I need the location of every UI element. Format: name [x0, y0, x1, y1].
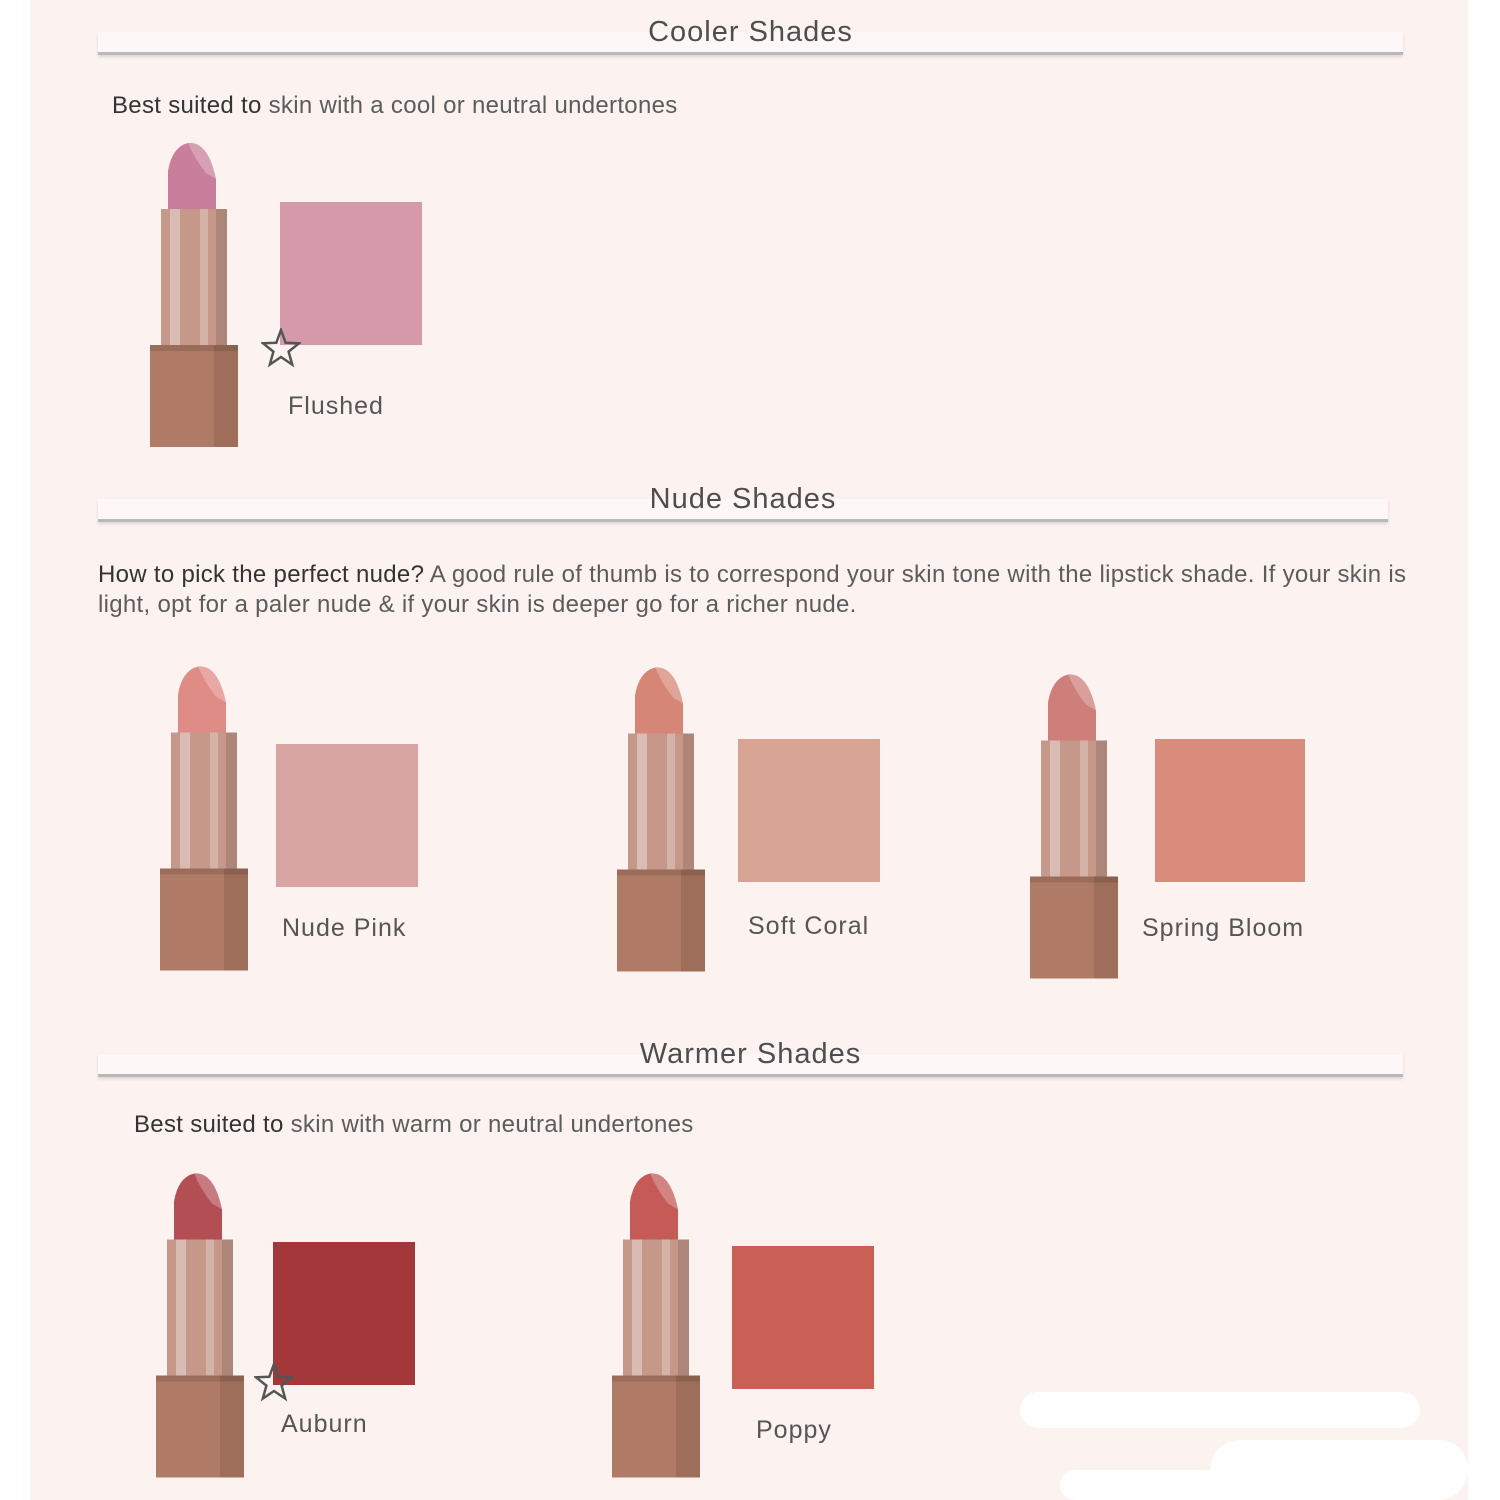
lipstick-icon — [610, 1172, 702, 1480]
lipstick-bullet — [635, 667, 683, 735]
section-title: Warmer Shades — [639, 1038, 862, 1070]
shade-guide-panel — [30, 0, 1468, 1500]
description-text: skin with warm or neutral undertones — [283, 1111, 694, 1138]
background-smudge — [1060, 1470, 1280, 1500]
section-title: Cooler Shades — [648, 16, 853, 48]
shade-swatch — [280, 202, 422, 345]
lipstick-bullet — [630, 1173, 678, 1241]
lipstick-icon — [1028, 672, 1120, 982]
shade-name: Poppy — [756, 1416, 832, 1444]
shade-name: Spring Bloom — [1142, 914, 1305, 942]
section-header-nude — [98, 483, 1388, 522]
section-description-nude — [98, 560, 1418, 620]
shade-name: Nude Pink — [282, 914, 407, 942]
section-description-warmer — [134, 1111, 694, 1139]
lipstick-icon — [615, 666, 707, 974]
star-icon — [254, 1362, 294, 1402]
section-header-cooler — [98, 16, 1403, 55]
lipstick-bullet — [1048, 674, 1096, 742]
lipstick-bullet — [178, 666, 226, 734]
background-smudge — [1020, 1392, 1420, 1428]
lipstick-bullet — [168, 143, 216, 211]
lipstick-bullet — [174, 1173, 222, 1241]
shade-swatch — [1155, 739, 1305, 882]
description-lead: How to pick the perfect nude? — [98, 561, 425, 588]
lipstick-icon — [158, 664, 250, 974]
description-text: skin with a cool or neutral undertones — [261, 92, 678, 119]
shade-name: Soft Coral — [748, 912, 870, 940]
description-text: A good rule of thumb is to correspond your skin tone with the lipstick shade. If your skin is light, opt for a paler nude & if your skin is deeper go for a richer nude. — [98, 561, 1407, 618]
section-header-warmer — [98, 1038, 1403, 1077]
section-description-cooler — [112, 92, 678, 120]
shade-swatch — [276, 744, 418, 887]
lipstick-icon — [148, 143, 240, 448]
lipstick-icon — [154, 1172, 246, 1480]
shade-name: Flushed — [288, 392, 384, 420]
shade-swatch — [732, 1246, 874, 1389]
star-icon — [261, 328, 301, 368]
shade-swatch — [273, 1242, 415, 1385]
shade-name: Auburn — [281, 1410, 368, 1438]
description-lead: Best suited to — [134, 1111, 284, 1138]
shade-swatch — [738, 739, 880, 882]
section-title: Nude Shades — [649, 483, 837, 515]
description-lead: Best suited to — [112, 92, 262, 119]
